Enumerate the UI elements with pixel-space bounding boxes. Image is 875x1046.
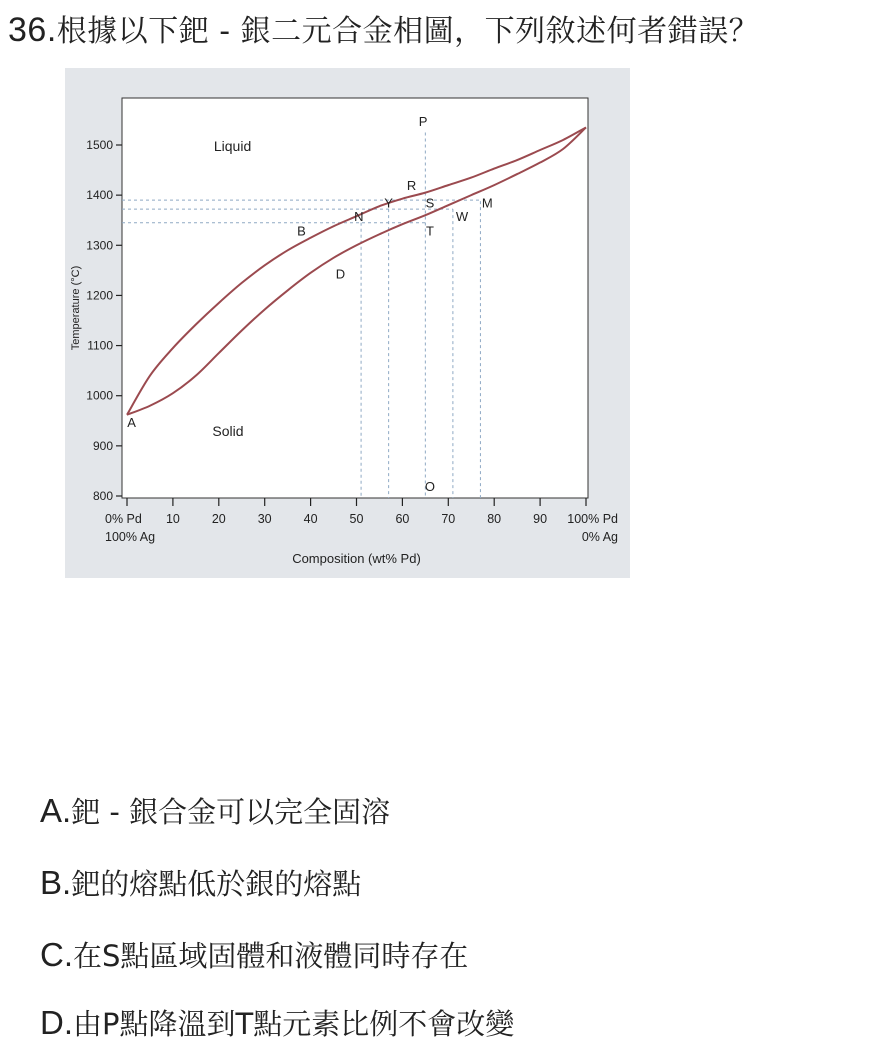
option-a-text: 鈀 - 銀合金可以完全固溶 <box>71 795 391 829</box>
point-label-A: A <box>127 414 136 430</box>
x-tick-label-50: 50 <box>349 512 364 526</box>
x-tick-label-20: 20 <box>211 512 226 526</box>
option-b-letter: B. <box>40 864 72 901</box>
point-label-O: O <box>424 478 436 494</box>
x-tick-label-100: 100% Pd <box>567 512 618 526</box>
x-tick-label-10: 10 <box>165 512 180 526</box>
y-tick-label-1100: 1100 <box>87 338 113 353</box>
x-tick-label-60: 60 <box>395 512 410 526</box>
x-tick-label-40: 40 <box>303 512 318 526</box>
option-b[interactable] <box>40 862 361 903</box>
question-line <box>8 8 759 54</box>
option-d-text: 由P點降溫到T點元素比例不會改變 <box>73 1007 515 1041</box>
question-text: 根據以下鈀 - 銀二元合金相圖，下列敘述何者錯誤？ <box>56 14 760 49</box>
point-label-N: N <box>354 209 364 225</box>
point-label-T: T <box>425 223 434 239</box>
y-axis-label: Temperature (°C) <box>70 265 82 351</box>
x-tick-label2-100: 0% Ag <box>581 530 618 544</box>
point-label-Y: Y <box>384 195 393 211</box>
y-tick-label-1400: 1400 <box>86 188 113 203</box>
y-tick-label-1500: 1500 <box>86 138 113 152</box>
option-c[interactable] <box>40 934 468 975</box>
point-label-W: W <box>455 209 469 225</box>
point-label-S: S <box>425 195 435 211</box>
x-tick-label-80: 80 <box>487 512 502 526</box>
plot-area <box>122 98 588 498</box>
x-tick-label-70: 70 <box>441 512 456 526</box>
option-d[interactable] <box>40 1002 514 1043</box>
y-tick-label-900: 900 <box>92 438 113 453</box>
x-tick-label-0: 0% Pd <box>105 512 142 526</box>
option-c-letter: C. <box>40 936 73 973</box>
phase-diagram-figure <box>65 68 630 578</box>
option-c-text: 在S點區域固體和液體同時存在 <box>73 939 469 973</box>
phase-diagram-chart <box>65 68 630 578</box>
point-label-D: D <box>335 266 346 282</box>
option-a[interactable] <box>40 790 390 831</box>
option-b-text: 鈀的熔點低於銀的熔點 <box>71 867 362 901</box>
question-number: 36. <box>8 11 57 49</box>
x-axis-label: Composition (wt% Pd) <box>292 551 421 566</box>
point-label-M: M <box>481 195 493 211</box>
point-label-B: B <box>297 223 306 239</box>
point-label-R: R <box>406 178 417 194</box>
option-a-letter: A. <box>40 792 72 829</box>
option-d-letter: D. <box>40 1004 73 1041</box>
y-tick-label-1000: 1000 <box>86 388 113 403</box>
x-tick-label-90: 90 <box>533 512 548 526</box>
point-label-P: P <box>418 113 428 129</box>
y-tick-label-800: 800 <box>92 489 113 503</box>
x-tick-label-30: 30 <box>257 512 272 526</box>
y-tick-label-1200: 1200 <box>86 288 113 303</box>
region-label-liquid: Liquid <box>213 138 252 155</box>
y-tick-label-1300: 1300 <box>86 238 113 253</box>
x-tick-label2-0: 100% Ag <box>105 530 156 544</box>
region-label-solid: Solid <box>212 422 244 439</box>
